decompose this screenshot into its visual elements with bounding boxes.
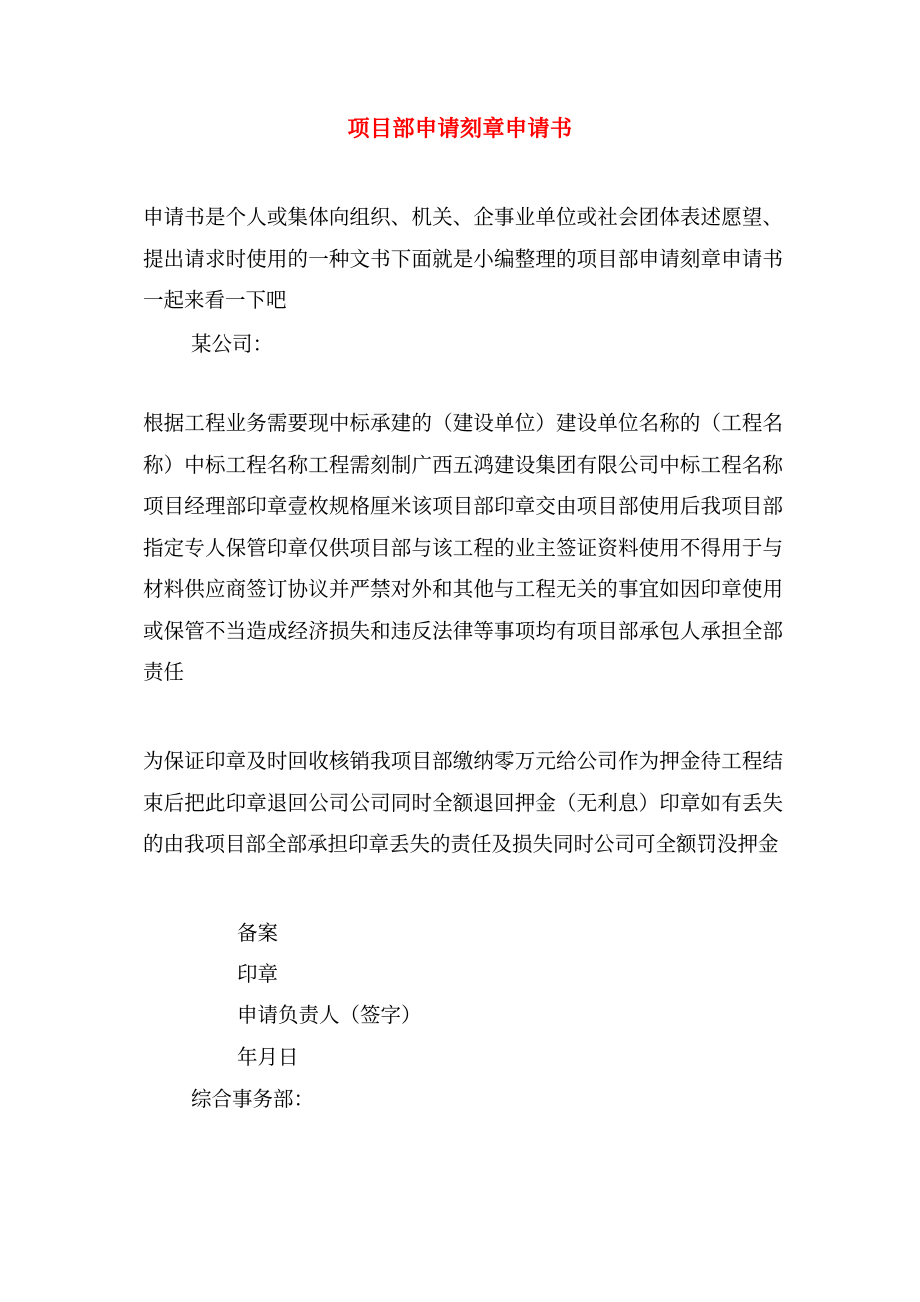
signature-seal: 印章 — [237, 962, 278, 986]
signature-date: 年月日 — [237, 1045, 299, 1069]
signature-filing: 备案 — [237, 921, 278, 945]
signature-applicant: 申请负责人（签字） — [237, 1003, 422, 1027]
intro-paragraph: 申请书是个人或集体向组织、机关、企事业单位或社会团体表述愿望、提出请求时使用的一种文书下面就是小编整理的项目部申请刻章申请书一起来看一下吧 — [143, 205, 783, 312]
deposit-paragraph: 为保证印章及时回收核销我项目部缴纳零万元给公司作为押金待工程结束后把此印章退回公司公司同时全额退回押金（无利息）印章如有丢失的由我项目部全部承担印章丢失的责任及损失同时公司可全额罚没押金 — [143, 749, 783, 856]
department-label: 综合事务部： — [191, 1087, 314, 1111]
document-title: 项目部申请刻章申请书 — [347, 117, 573, 142]
salutation: 某公司： — [191, 332, 273, 356]
main-paragraph: 根据工程业务需要现中标承建的（建设单位）建设单位名称的（工程名称）中标工程名称工程需刻制广西五鸿建设集团有限公司中标工程名称项目经理部印章壹枚规格厘米该项目部印章交由项目部使用后我项目部指定专人保管印章仅供项目部与该工程的业主签证资料使用不得用于与材料供应商签订协议并严禁对外和其他与工程无关的事宜如因印章使用或保管不当造成经济损失和违反法律等事项均有项目部承包人承担全部责任 — [143, 411, 783, 684]
